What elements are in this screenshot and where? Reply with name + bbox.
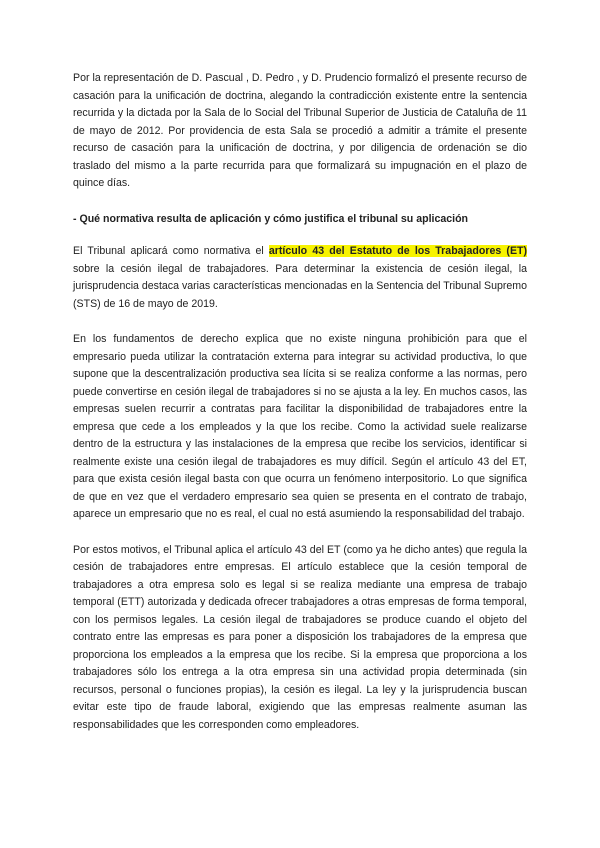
paragraph-3: En los fundamentos de derecho explica que no existe ninguna prohibición para que el empresario pueda utilizar la contratación externa para integrar su actividad productiva, lo que supone que la descentralización productiva sea lícita si se realiza conforme a las normas, pero puede convertirse en cesión ilegal de trabajadores si no se ajusta a la ley. En muchos casos, las empresas suelen recurrir a contratas para facilitar la disponibilidad de trabajadores entre la empresa que cede a los empleados y la que los recibe. Como la actividad suele realizarse dentro de la estructura y las instalaciones de la empresa que recibe los servicios, identificar si realmente existe una cesión ilegal de trabajadores es muy difícil. Según el artículo 43 del ET, para que exista cesión ilegal basta con que ocurra un fenómeno interpositorio. Lo que significa de que en vez que el verdadero empresario sea quien se presenta en el contrato de trabajo, aparece un empresario que no es real, el cual no está asumiendo la responsabilidad del trabajo. [73, 333, 527, 520]
section-heading: - Qué normativa resulta de aplicación y cómo justifica el tribunal su aplicación [73, 212, 469, 225]
paragraph-1: Por la representación de D. Pascual , D. Pedro , y D. Prudencio formalizó el presente recurso de casación para la unificación de doctrina, alegando la contradicción existente entre la sentencia recurrida y la dictada por la Sala de lo Social del Tribunal Superior de Justicia de Cataluña de 11 de mayo de 2012. Por providencia de esta Sala se procedió a admitir a trámite el presente recurso de casación para la unificación de doctrina, y por diligencia de ordenación se dio traslado del mismo a la parte recurrida para que formalizará su impugnación en el plazo de quince días. [73, 72, 527, 189]
paragraph-2-before: El Tribunal aplicará como normativa el [73, 245, 269, 257]
paragraph-2-after: sobre la cesión ilegal de trabajadores. Para determinar la existencia de cesión ilegal, la jurisprudencia destaca varias características mencionadas en la Sentencia del Tribunal Supremo (STS) de 16 de mayo de 2019. [73, 262, 528, 310]
highlighted-article: artículo 43 del Estatuto de los Trabajadores (ET) [268, 245, 528, 257]
paragraph-2 [73, 243, 527, 313]
paragraph-4: Por estos motivos, el Tribunal aplica el artículo 43 del ET (como ya he dicho antes) que regula la cesión de trabajadores entre empresas. El artículo establece que la cesión temporal de trabajadores a otra empresa solo es legal si se realiza mediante una empresa de trabajo temporal (ETT) autorizada y dedicada ofrecer trabajadores a otras empresas de forma temporal, con los permisos legales. La cesión ilegal de trabajadores se produce cuando el objeto del contrato entre las empresas es para poner a disposición los trabajadores de la empresa que proporciona los empleados a la empresa que los recibe. Si la empresa que proporciona a los trabajadores sólo los entrega a la otra empresa sin una actividad propia determinada (sin recursos, personal o funciones propias), la cesión es ilegal. La ley y la jurisprudencia buscan evitar este tipo de fraude laboral, exigiendo que las empresas realmente asuman las responsabilidades que les corresponden como empleadores. [73, 543, 527, 731]
